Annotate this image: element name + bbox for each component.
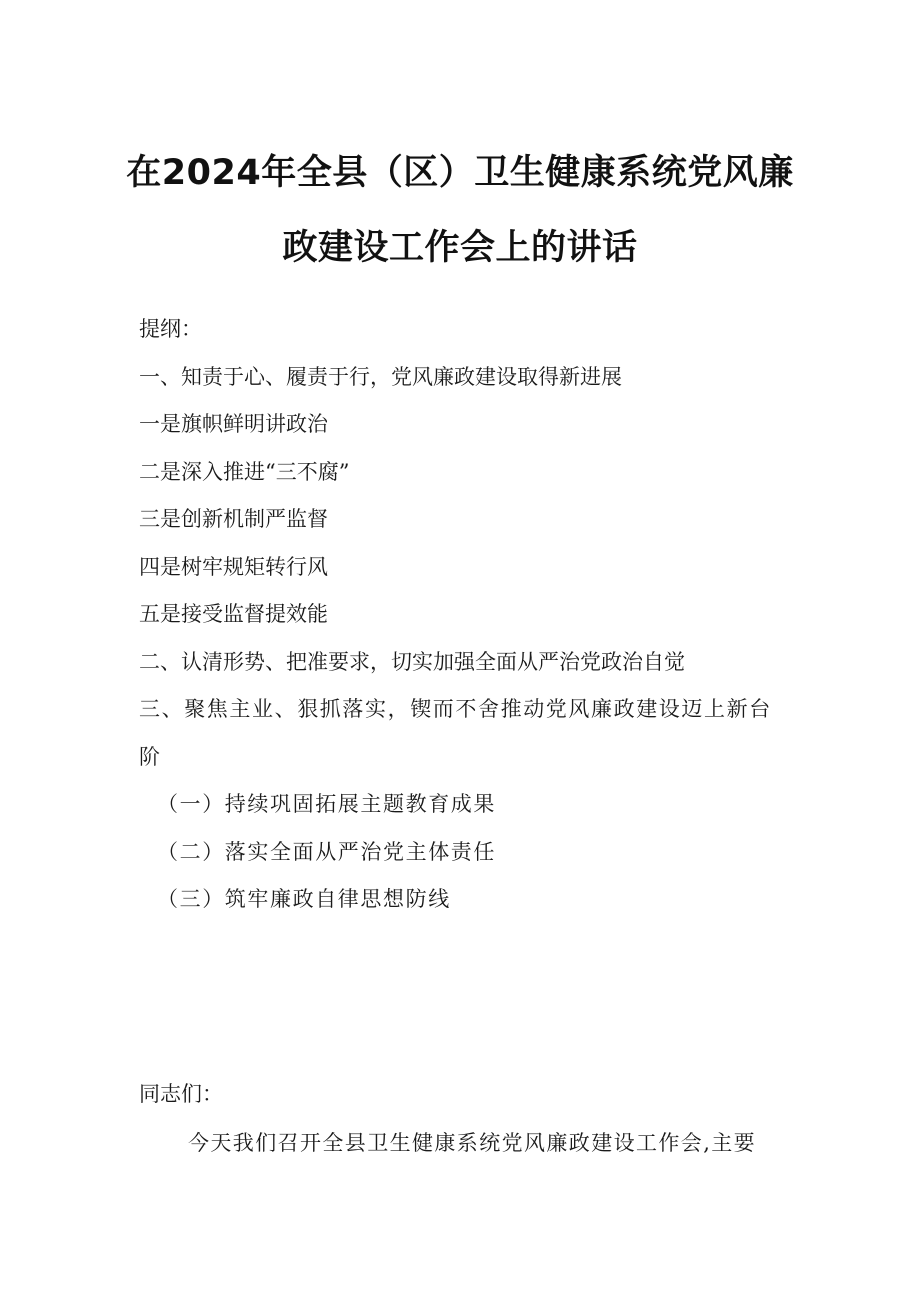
outline-point-2: 二是深入推进“三不腐” [139, 459, 350, 484]
outline-subpoint-2: （二）落实全面从严治党主体责任 [157, 839, 496, 864]
outline-heading-3: 三、聚焦主业、狠抓落实，锲而不舍推动党风廉政建设迈上新台阶 [139, 697, 772, 769]
outline-subpoint-1: （一）持续巩固拓展主题教育成果 [157, 792, 496, 816]
outline-point-1: 一是旗帜鲜明讲政治 [139, 412, 328, 436]
outline-heading-1: 一、知责于心、履责于行，党风廉政建设取得新进展 [139, 364, 622, 389]
outline-label: 提纲： [139, 317, 202, 341]
outline-subpoint-3: （三）筑牢廉政自律思想防线 [157, 887, 451, 911]
document-title-line-2: 政建设工作会上的讲话 [282, 228, 638, 268]
outline-point-4: 四是树牢规矩转行风 [139, 554, 328, 579]
outline-section [139, 306, 779, 924]
outline-heading-2: 二、认清形势、把准要求，切实加强全面从严治党政治自觉 [139, 649, 685, 674]
outline-point-5: 五是接受监督提效能 [139, 602, 328, 626]
greeting-text: 同志们： [139, 1082, 223, 1106]
body-paragraph: 今天我们召开全县卫生健康系统党风廉政建设工作会,主要 [188, 1131, 757, 1155]
outline-point-3: 三是创新机制严监督 [139, 507, 328, 531]
document-title-line-1: 在2024年全县（区）卫生健康系统党风廉 [126, 153, 794, 193]
